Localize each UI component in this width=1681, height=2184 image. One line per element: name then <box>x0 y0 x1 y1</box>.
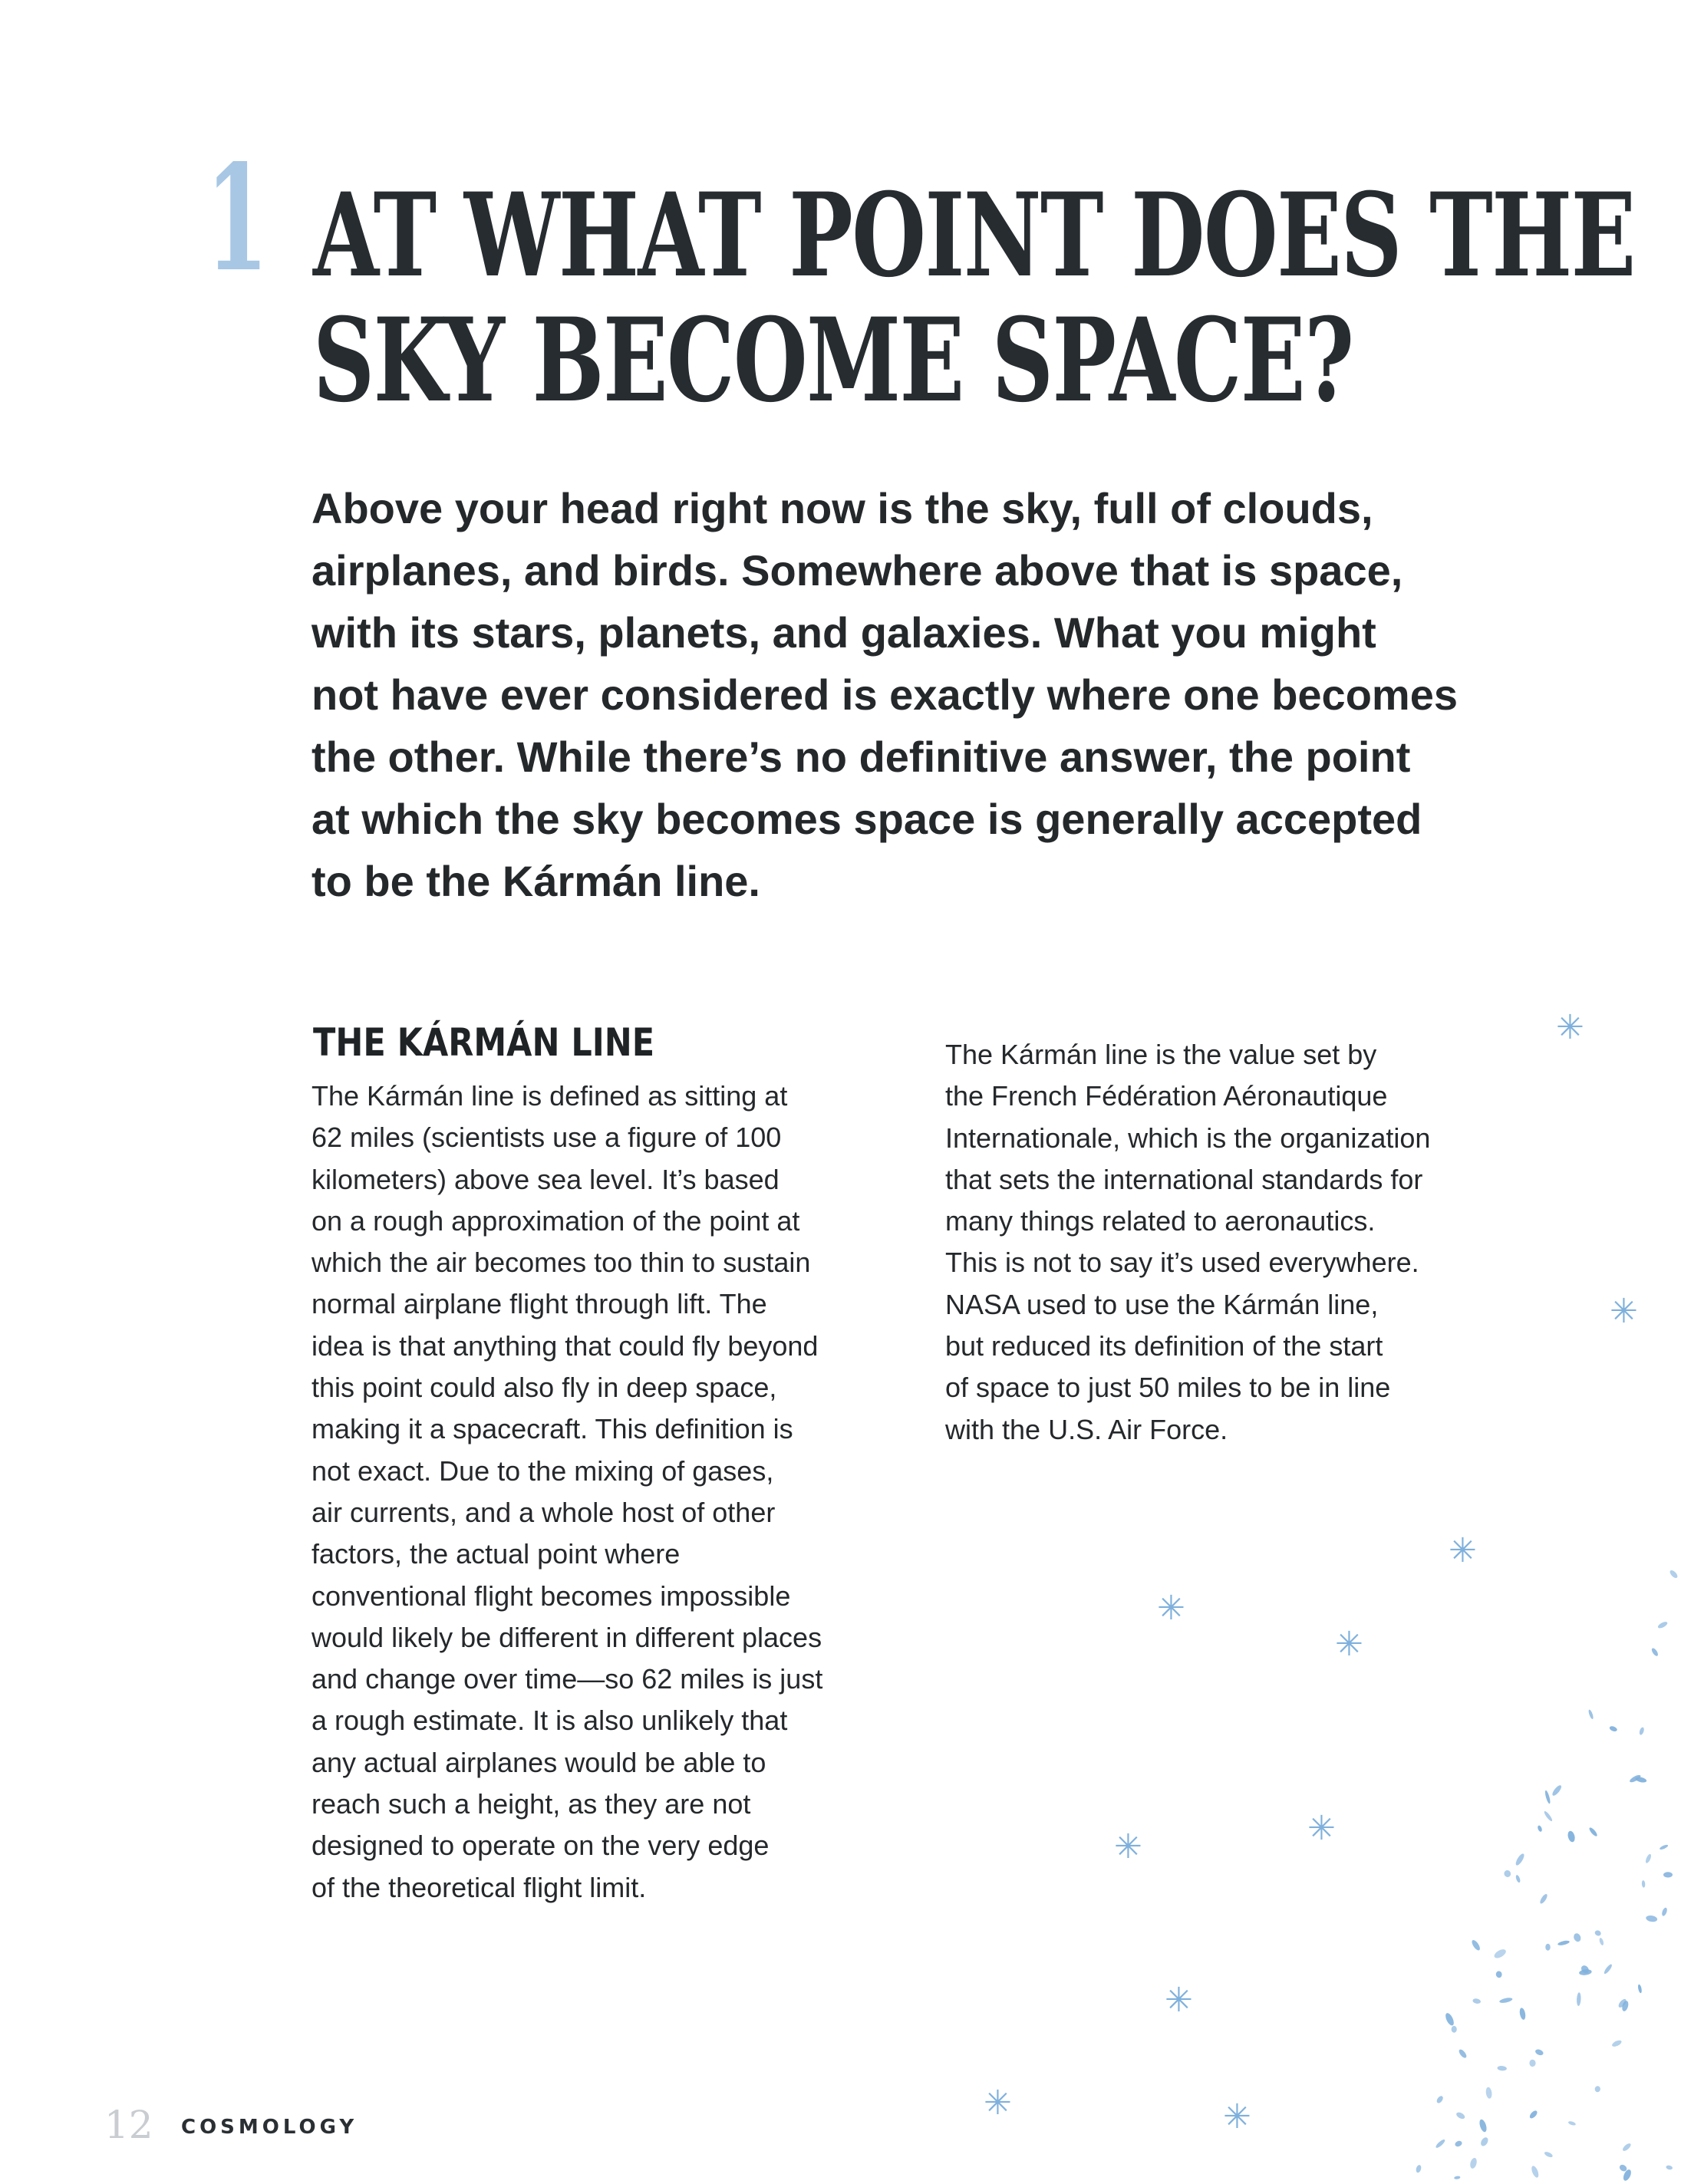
body-line: but reduced its definition of the start <box>945 1330 1383 1362</box>
speckle-dot <box>1469 2157 1478 2169</box>
speckle-dot <box>1551 1784 1562 1797</box>
speckle-dot <box>1529 2060 1536 2067</box>
speckle-dot <box>1573 1932 1582 1943</box>
speckle-dot <box>1435 2095 1444 2104</box>
speckle-dot <box>1646 1915 1658 1922</box>
body-line: of space to just 50 miles to be in line <box>945 1372 1391 1404</box>
intro-line: at which the sky becomes space is generally accepted <box>311 795 1422 843</box>
speckle-dot <box>1539 1893 1549 1905</box>
speckle-dot <box>1493 1948 1508 1960</box>
body-line: would likely be different in different places <box>311 1621 822 1653</box>
speckle-dot <box>1416 2164 1422 2173</box>
speckle-dot <box>1639 1727 1645 1735</box>
body-line: of the theoretical flight limit. <box>311 1871 647 1903</box>
speckle-dot <box>1534 2048 1544 2056</box>
body-line: a rough estimate. It is also unlikely that <box>311 1705 788 1737</box>
intro-line: to be the Kármán line. <box>311 857 760 905</box>
speckle-dot <box>1454 2176 1461 2179</box>
body-line: air currents, and a whole host of other <box>311 1496 776 1528</box>
chapter-title-line-1: AT WHAT POINT DOES THE <box>313 168 1635 303</box>
speckle-dot <box>1495 1971 1502 1978</box>
body-line: kilometers) above sea level. It’s based <box>311 1163 780 1195</box>
speckle-dot <box>1657 1620 1669 1629</box>
star-icon: ✳ <box>1165 1981 1193 2020</box>
speckle-dot <box>1544 1790 1551 1804</box>
speckle-dot <box>1599 1937 1605 1945</box>
page-number: 12 <box>104 2103 153 2147</box>
running-head: COSMOLOGY <box>181 2116 358 2139</box>
speckle-dot <box>1645 1853 1653 1864</box>
body-line: many things related to aeronautics. <box>945 1205 1376 1237</box>
speckle-dot <box>1641 1880 1645 1888</box>
speckle-dot <box>1663 1872 1673 1877</box>
star-icon: ✳ <box>1307 1809 1336 1848</box>
speckle-dot <box>1444 2012 1455 2027</box>
intro-line: airplanes, and birds. Somewhere above that is space, <box>311 546 1403 595</box>
intro-line: Above your head right now is the sky, full of clouds, <box>311 484 1373 532</box>
star-icon: ✳ <box>1335 1625 1363 1664</box>
speckle-dot <box>1594 1929 1602 1937</box>
speckle-dot <box>1621 2142 1632 2152</box>
body-line: idea is that anything that could fly beyond <box>311 1329 819 1362</box>
intro-line: not have ever considered is exactly where one becomes <box>311 670 1458 719</box>
speckle-dot <box>1479 2136 1489 2148</box>
speckle-dot <box>1485 2087 1493 2099</box>
body-line: conventional flight becomes impossible <box>311 1580 791 1612</box>
speckle-dot <box>1661 1907 1668 1917</box>
speckle-dot <box>1454 2140 1462 2147</box>
star-icon: ✳ <box>1223 2097 1251 2136</box>
speckle-dot <box>1515 1853 1526 1866</box>
body-line: normal airplane flight through lift. The <box>311 1288 767 1320</box>
body-line: which the air becomes too thin to sustain <box>311 1247 811 1279</box>
body-line: 62 miles (scientists use a figure of 100 <box>311 1122 782 1154</box>
speckle-dot <box>1537 1825 1543 1833</box>
body-line: NASA used to use the Kármán line, <box>945 1288 1379 1320</box>
speckle-dot <box>1471 1939 1482 1952</box>
speckle-dot <box>1611 2039 1623 2048</box>
speckle-dot <box>1577 1992 1581 2006</box>
body-line: any actual airplanes would be able to <box>311 1746 766 1778</box>
speckle-dot <box>1609 1725 1618 1732</box>
body-line: not exact. Due to the mixing of gases, <box>311 1454 774 1487</box>
chapter-number: 1 <box>206 133 269 304</box>
star-icon: ✳ <box>1556 1008 1584 1047</box>
speckle-dot <box>1478 2119 1488 2133</box>
speckle-dot <box>1455 2111 1466 2120</box>
speckle-dot <box>1543 1810 1553 1823</box>
body-line: with the U.S. Air Force. <box>945 1413 1228 1445</box>
body-line: making it a spacecraft. This definition is <box>311 1413 793 1445</box>
body-line: that sets the international standards for <box>945 1163 1423 1195</box>
speckle-dot <box>1557 1940 1571 1946</box>
speckle-dot <box>1497 2066 1507 2071</box>
star-icon: ✳ <box>1610 1292 1638 1331</box>
speckle-dot <box>1567 2120 1576 2126</box>
section-heading: THE KÁRMÁN LINE <box>313 1020 655 1065</box>
speckle-dot <box>1637 1984 1643 1993</box>
body-line: designed to operate on the very edge <box>311 1830 770 1862</box>
body-line: this point could also fly in deep space, <box>311 1372 777 1404</box>
speckle-dot <box>1458 2048 1468 2059</box>
body-line: on a rough approximation of the point at <box>311 1204 800 1237</box>
speckle-dot <box>1435 2138 1446 2149</box>
speckle-dot <box>1519 2008 1527 2021</box>
speckle-dot <box>1545 1944 1550 1951</box>
speckle-dot <box>1659 1844 1668 1851</box>
speckle-dot <box>1515 1874 1521 1883</box>
speckle-dot <box>1603 1963 1613 1975</box>
speckle-dot <box>1452 2026 1457 2033</box>
intro-line: the other. While there’s no definitive answer, the point <box>311 733 1411 781</box>
intro-line: with its stars, planets, and galaxies. What you might <box>311 608 1376 657</box>
speckle-dot <box>1499 1997 1513 2004</box>
speckle-dot <box>1650 1647 1659 1657</box>
speckle-dot <box>1588 1827 1598 1837</box>
speckle-dot <box>1669 1569 1679 1579</box>
speckle-dot <box>1530 2165 1540 2179</box>
body-line: and change over time—so 62 miles is just <box>311 1663 823 1695</box>
body-line: Internationale, which is the organization <box>945 1122 1431 1154</box>
body-line: The Kármán line is the value set by <box>945 1039 1377 1070</box>
body-line: reach such a height, as they are not <box>311 1788 751 1820</box>
body-line: This is not to say it’s used everywhere. <box>945 1247 1419 1279</box>
body-line: The Kármán line is defined as sitting at <box>311 1080 788 1112</box>
speckle-dot <box>1528 2110 1538 2120</box>
speckle-dot <box>1666 2165 1673 2170</box>
speckle-dot <box>1503 1869 1512 1878</box>
star-icon: ✳ <box>1114 1827 1142 1866</box>
speckle-dot <box>1587 1709 1594 1720</box>
speckle-dot <box>1472 1998 1482 2004</box>
star-icon: ✳ <box>1449 1531 1477 1570</box>
speckle-dot <box>1594 2086 1600 2093</box>
speckle-dot <box>1544 2151 1554 2159</box>
body-line: the French Fédération Aéronautique <box>945 1080 1388 1112</box>
body-line: factors, the actual point where <box>311 1538 681 1570</box>
speckle-dot <box>1567 1830 1576 1843</box>
chapter-title-line-2: SKY BECOME SPACE? <box>313 293 1353 428</box>
star-icon: ✳ <box>1157 1589 1185 1628</box>
star-icon: ✳ <box>984 2084 1012 2123</box>
